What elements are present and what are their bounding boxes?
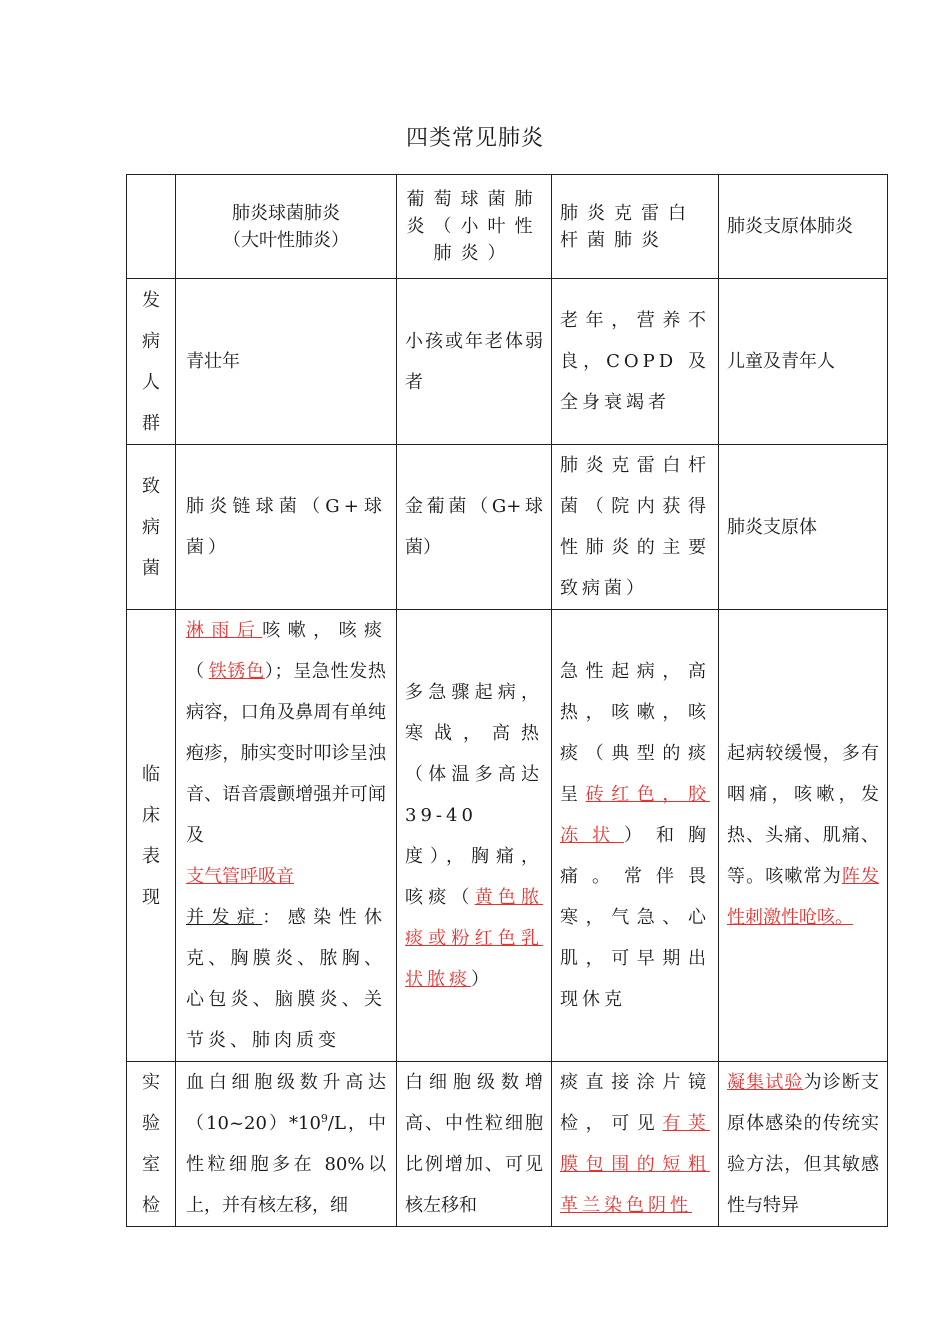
row-label-char: 人 — [142, 371, 160, 393]
header-klebsiella — [552, 175, 719, 279]
cell-lab-pneumococcal — [176, 1062, 397, 1227]
row-label-char: 现 — [142, 886, 160, 908]
row-label-char: 菌 — [142, 557, 160, 579]
header-empty-cell — [127, 175, 176, 279]
cell-text: ：感染性休克、胸膜炎、脓胸、心包炎、脑膜炎、关节炎、肺肉质变 — [186, 907, 387, 1051]
cell-text: ） — [471, 968, 493, 990]
header-mycoplasma-label: 肺炎支原体肺炎 — [727, 216, 853, 237]
highlight-rust-color: 铁锈色 — [208, 661, 265, 682]
header-pneumococcal-alias: （大叶性肺炎） — [223, 229, 349, 251]
cell-population-staphylococcal: 小孩或年老体弱者 — [397, 279, 552, 445]
cell-text: 痰直接涂片镜检，可见 — [560, 1072, 710, 1134]
cell-text: 多急骤起病，寒战，高热（体温多高达 39-40 度），胸痛，咳痰（ — [405, 681, 543, 908]
row-label-char: 病 — [142, 330, 160, 352]
highlight-purulent-sputum: 黄色脓痰或粉红色乳状脓痰 — [405, 886, 544, 990]
highlight-capsule-gram-negative: 有荚膜包围的短粗革兰染色阴性 — [560, 1113, 710, 1216]
cell-clinical-pneumococcal — [176, 610, 397, 1062]
row-label-char: 临 — [142, 763, 160, 785]
cell-text: 起病较缓慢，多有咽痛，咳嗽，发热、头痛、肌痛、等。咳嗽常为 — [727, 743, 879, 887]
table-row-lab — [127, 1062, 888, 1227]
cell-text: 咳嗽，咳痰（ — [186, 620, 387, 682]
cell-lab-mycoplasma — [719, 1062, 888, 1227]
row-label-pathogen — [127, 445, 176, 610]
row-label-char: 实 — [142, 1072, 160, 1093]
header-klebsiella-label: 肺炎克雷白杆菌肺炎 — [560, 202, 695, 251]
exponent: 9 — [320, 1112, 328, 1125]
cell-text: ）；呈急性发热病容，口角及鼻周有单纯疱疹，肺实变时叩诊呈浊音、语音震颤增强并可闻及 — [186, 661, 387, 846]
cell-text: /L，中性粒细胞多在 80%以上，并有核左移，细 — [186, 1113, 386, 1216]
cell-pathogen-mycoplasma: 肺炎支原体 — [719, 445, 888, 610]
cell-pathogen-klebsiella: 肺炎克雷白杆菌（院内获得性肺炎的主要致病菌） — [552, 445, 719, 610]
cell-population-mycoplasma: 儿童及青年人 — [719, 279, 888, 445]
cell-population-pneumococcal: 青壮年 — [176, 279, 397, 445]
cell-text: 血白细胞级数升高达（10~20）*10 — [186, 1072, 386, 1134]
row-label-clinical — [127, 610, 176, 1062]
row-label-lab — [127, 1062, 176, 1227]
header-pneumococcal-name: 肺炎球菌肺炎 — [232, 202, 340, 224]
highlight-bronchial-breath: 支气管呼吸音 — [186, 866, 294, 887]
row-label-population — [127, 279, 176, 445]
row-label-char: 验 — [142, 1113, 160, 1134]
cell-text: 为诊断支原体感染的传统实验方法，但其敏感性与特异 — [727, 1072, 879, 1216]
cell-population-klebsiella: 老年，营养不良，COPD 及全身衰竭者 — [552, 279, 719, 445]
row-label-char: 致 — [142, 475, 160, 497]
cell-clinical-mycoplasma — [719, 610, 888, 1062]
row-label-char: 群 — [142, 412, 160, 434]
complications-label: 并发症 — [186, 907, 263, 928]
row-label-char: 室 — [142, 1154, 160, 1175]
pneumonia-comparison-table — [126, 174, 888, 1227]
cell-pathogen-staphylococcal: 金葡菌（G+球菌） — [397, 445, 552, 610]
header-mycoplasma — [719, 175, 888, 279]
header-pneumococcal — [176, 175, 397, 279]
highlight-paroxysmal-cough: 阵发性刺激性呛咳。 — [727, 866, 880, 928]
cell-text: ）和胸痛。常伴畏寒，气急、心肌，可早期出现休克 — [560, 825, 710, 1010]
table-row-population — [127, 279, 888, 445]
cell-text: 白细胞级数增高、中性粒细胞比例增加、可见核左移和 — [405, 1072, 543, 1216]
row-label-char: 床 — [142, 804, 160, 826]
cell-pathogen-pneumococcal: 肺炎链球菌（G+球菌） — [176, 445, 397, 610]
cell-lab-staphylococcal — [397, 1062, 552, 1227]
row-label-char: 检 — [142, 1195, 160, 1216]
table-header-row — [127, 175, 888, 279]
row-label-char: 发 — [142, 289, 160, 311]
row-label-char: 病 — [142, 516, 160, 538]
page-title: 四类常见肺炎 — [405, 126, 544, 151]
header-staphylococcal — [397, 175, 552, 279]
header-staphylococcal-label: 葡萄球菌肺炎（小叶性肺炎） — [406, 189, 542, 264]
cell-clinical-klebsiella — [552, 610, 719, 1062]
cell-clinical-staphylococcal — [397, 610, 552, 1062]
cell-text: 急性起病，高热，咳嗽，咳痰（典型的痰呈 — [560, 661, 710, 805]
highlight-rain-exposure: 淋雨后 — [186, 620, 263, 641]
table-row-clinical — [127, 610, 888, 1062]
cell-lab-klebsiella — [552, 1062, 719, 1227]
table-row-pathogen — [127, 445, 888, 610]
row-label-char: 表 — [142, 845, 160, 867]
highlight-agglutination-test: 凝集试验 — [727, 1072, 804, 1093]
highlight-brick-red-jelly: 砖红色，胶冻状 — [560, 784, 711, 846]
